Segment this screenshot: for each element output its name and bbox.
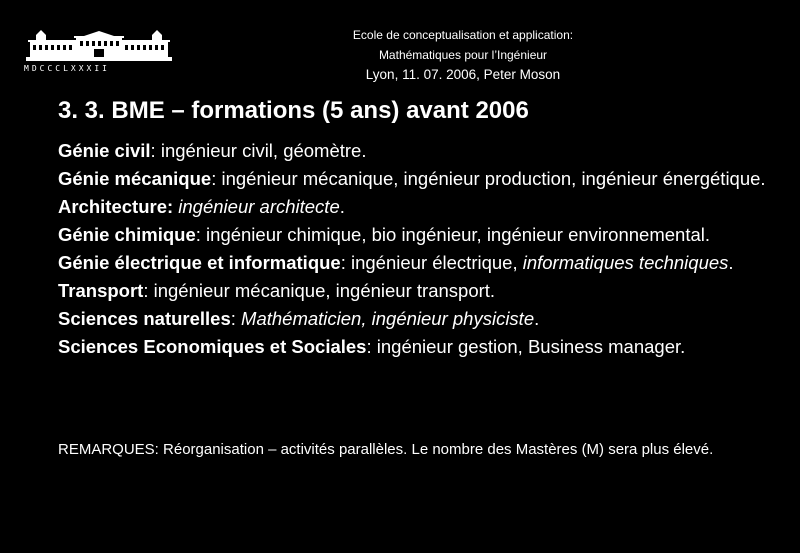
item-separator: : (143, 280, 154, 301)
item-term: Sciences naturelles (58, 308, 231, 329)
slide-title: 3. 3. BME – formations (5 ans) avant 2006 (58, 97, 529, 124)
header-place-date-author: Lyon, 11. 07. 2006, Peter Moson (365, 67, 561, 82)
item-term: Génie chimique (58, 224, 196, 245)
item-text: ingénieur mécanique, ingénieur transport. (153, 280, 496, 301)
formations-list (58, 140, 778, 364)
slide-header (318, 25, 608, 85)
item-separator: : (150, 140, 161, 161)
item-text: ingénieur civil, géomètre. (160, 140, 367, 161)
item-text: ingénieur électrique, (350, 252, 523, 273)
university-building-icon (24, 30, 174, 63)
list-item (58, 140, 778, 162)
item-separator: : (340, 252, 351, 273)
item-text: ingénieur mécanique, ingénieur production, ingénieur énergétique. (221, 168, 766, 189)
item-term: Génie mécanique (58, 168, 212, 189)
item-term: Architecture: (58, 196, 174, 217)
item-text-italic: informatiques techniques (522, 252, 729, 273)
university-logo (24, 30, 174, 75)
item-text-italic: Mathématicien, ingénieur physiciste (241, 308, 535, 329)
item-text: ingénieur gestion, Business manager. (376, 336, 686, 357)
list-item (58, 224, 778, 246)
item-separator: : (230, 308, 242, 329)
item-term: Génie électrique et informatique (58, 252, 341, 273)
list-item (58, 336, 778, 358)
logo-caption: MDCCCLXXXII (24, 64, 110, 73)
header-school: Ecole de conceptualisation et application: (352, 28, 574, 42)
remark-note: REMARQUES: Réorganisation – activités parallèles. Le nombre des Mastères (M) sera plus élevé. (58, 441, 714, 458)
item-tail: . (534, 308, 540, 329)
list-item (58, 168, 778, 190)
item-tail: . (728, 252, 734, 273)
item-separator: : (195, 224, 207, 245)
list-item (58, 196, 778, 218)
item-term: Transport (58, 280, 144, 301)
item-term: Génie civil (58, 140, 151, 161)
list-item (58, 308, 778, 330)
item-separator: : (211, 168, 222, 189)
item-text: ingénieur chimique, bio ingénieur, ingénieur environnemental. (206, 224, 710, 245)
header-course: Mathématiques pour l’Ingénieur (378, 48, 548, 62)
item-tail: . (339, 196, 345, 217)
item-text-italic: ingénieur architecte (178, 196, 340, 217)
list-item (58, 252, 778, 274)
list-item (58, 280, 778, 302)
item-separator: : (366, 336, 377, 357)
item-term: Sciences Economiques et Sociales (58, 336, 367, 357)
